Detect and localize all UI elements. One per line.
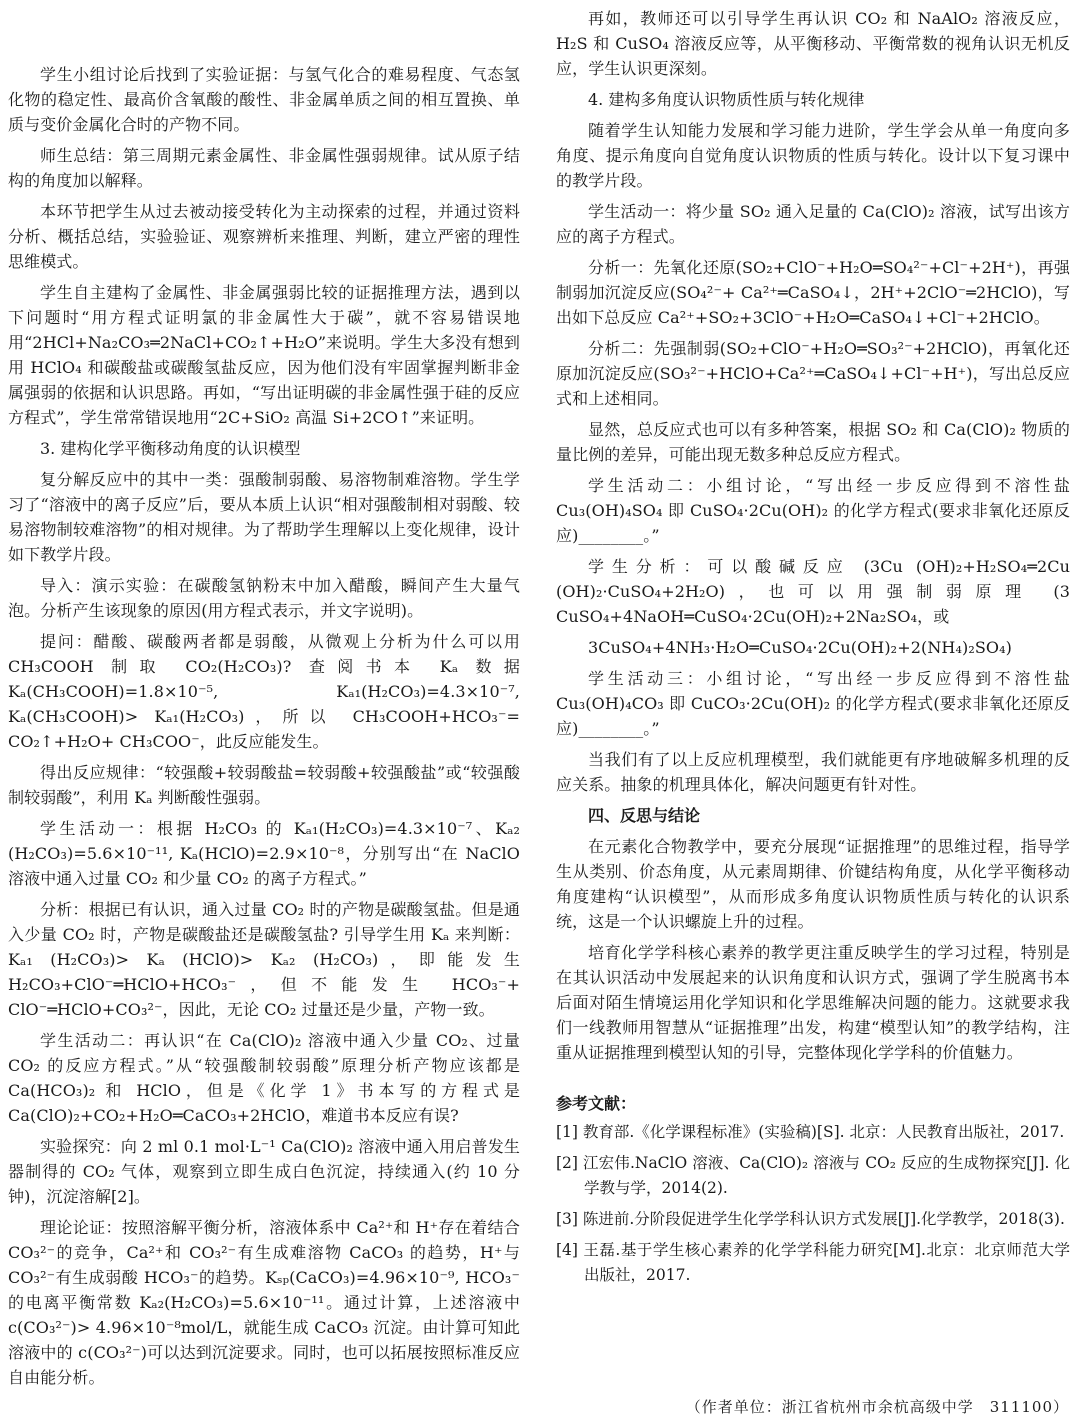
paragraph: 提问：醋酸、碳酸两者都是弱酸，从微观上分析为什么可以用 CH₃COOH 制取 CO₂(H₂CO₃)? 查阅书本 Kₐ 数据 Kₐ(CH₃COOH)=1.8×10⁻⁵, Kₐ₁(H₂CO₃)=4.3×10⁻⁷, Kₐ(CH₃COOH)> Kₐ₁(H₂CO₃)，所以 CH₃COOH+HCO₃⁻= CO₂↑+H₂O+ CH₃COO⁻，此反应能发生。 (8, 632, 520, 751)
paragraph: 学生分析：可以酸碱反应 (3Cu (OH)₂+H₂SO₄═2Cu (OH)₂·CuSO₄+2H₂O)，也可以用强制弱原理 (3 CuSO₄+4NaOH═CuSO₄·2Cu(OH)₂+2Na₂SO₄，或 (556, 557, 1070, 626)
paragraph: 导入：演示实验：在碳酸氢钠粉末中加入醋酸，瞬间产生大量气泡。分析产生该现象的原因(用方程式表示，并文字说明)。 (8, 576, 520, 620)
paragraph: 实验探究：向 2 ml 0.1 mol·L⁻¹ Ca(ClO)₂ 溶液中通入用启普发生器制得的 CO₂ 气体，观察到立即生成白色沉淀，持续通入(约 10 分钟)，沉淀溶解[2]。 (8, 1137, 520, 1206)
right-column (556, 6, 1070, 1294)
paragraph: 在元素化合物教学中，要充分展现“证据推理”的思维过程，指导学生从类别、价态角度，从元素周期律、价键结构角度，从化学平衡移动角度建构“认识模型”，从而形成多角度认识物质性质与转化的认识系统，这是一个认识螺旋上升的过程。 (556, 837, 1070, 931)
paragraph: 学生活动一：将少量 SO₂ 通入足量的 Ca(ClO)₂ 溶液，试写出该方应的离子方程式。 (556, 202, 1070, 246)
paragraph: 培育化学学科核心素养的教学更注重反映学生的学习过程，特别是在其认识活动中发展起来的认识角度和认识方式，强调了学生脱离书本后面对陌生情境运用化学知识和化学思维解决问题的能力。这就要求我们一线教师用智慧从“证据推理”出发，构建“模型认知”的教学结构，注重从证据推理到模型认知的引导，完整体现化学学科的价值魅力。 (556, 943, 1070, 1062)
paragraph: 显然，总反应式也可以有多种答案，根据 SO₂ 和 Ca(ClO)₂ 物质的量比例的差异，可能出现无数多种总反应方程式。 (556, 420, 1070, 464)
section-heading-3: 3. 建构化学平衡移动角度的认识模型 (40, 439, 301, 458)
paragraph: 学生自主建构了金属性、非金属强弱比较的证据推理方法，遇到以下问题时“用方程式证明氯的非金属性大于碳”，就不容易错误地用“2HCl+Na₂CO₃═2NaCl+CO₂↑+H₂O”来说明。学生大多没有想到用 HClO₄ 和碳酸盐或碳酸氢盐反应，因为他们没有牢固掌握判断非金属强弱的依据和认识思路。再如，“写出证明碳的非金属性强于硅的反应方程式”，学生常常错误地用“2C+SiO₂ 高温 Si+2CO↑”来证明。 (8, 283, 520, 427)
paragraph: 分析二：先强制弱(SO₂+ClO⁻+H₂O═SO₃²⁻+2HClO)，再氧化还原加沉淀反应(SO₃²⁻+HClO+Ca²⁺═CaSO₄↓+Cl⁻+H⁺)，写出总反应式和上述相同。 (556, 339, 1070, 408)
reference-item: [2] 江宏伟.NaClO 溶液、Ca(ClO)₂ 溶液与 CO₂ 反应的生成物探究[J]. 化学教与学，2014(2). (556, 1154, 1070, 1197)
section-title-conclusion: 四、反思与结论 (588, 806, 701, 825)
paragraph: 得出反应规律：“较强酸+较弱酸盐=较弱酸+较强酸盐”或“较强酸制较弱酸”，利用 Kₐ 判断酸性强弱。 (8, 763, 520, 807)
paragraph: 再如，教师还可以引导学生再认识 CO₂ 和 NaAlO₂ 溶液反应，H₂S 和 CuSO₄ 溶液反应等，从平衡移动、平衡常数的视角认识无机反应，学生认识更深刻。 (556, 9, 1070, 78)
paragraph: 师生总结：第三周期元素金属性、非金属性强弱规律。试从原子结构的角度加以解释。 (8, 146, 520, 190)
section-heading-4: 4. 建构多角度认识物质性质与转化规律 (588, 90, 865, 109)
paragraph: 理论论证：按照溶解平衡分析，溶液体系中 Ca²⁺和 H⁺存在着结合 CO₃²⁻的竞争，Ca²⁺和 CO₃²⁻有生成难溶物 CaCO₃ 的趋势，H⁺与 CO₃²⁻有生成弱酸 HCO₃⁻的趋势。Kₛₚ(CaCO₃)=4.96×10⁻⁹, HCO₃⁻的电离平衡常数 Kₐ₂(H₂CO₃)=5.6×10⁻¹¹。通过计算，上述溶液中 c(CO₃²⁻)> 4.96×10⁻⁸mol/L，就能生成 CaCO₃ 沉淀。由计算可知此溶液中的 c(CO₃²⁻)可以达到沉淀要求。同时，也可以拓展按照标准反应自由能分析。 (8, 1218, 520, 1387)
reference-item: [4] 王磊.基于学生核心素养的化学学科能力研究[M].北京：北京师范大学出版社，2017. (556, 1241, 1070, 1284)
paragraph: 当我们有了以上反应机理模型，我们就能更有序地破解多机理的反应关系。抽象的机理具体化，解决问题更有针对性。 (556, 750, 1070, 794)
paragraph: 学生活动二：小组讨论，“写出经一步反应得到不溶性盐 Cu₃(OH)₄SO₄ 即 CuSO₄·2Cu(OH)₂ 的化学方程式(要求非氧化还原反应)________。” (556, 476, 1070, 545)
paragraph: 学生小组讨论后找到了实验证据：与氢气化合的难易程度、气态氢化物的稳定性、最高价含氧酸的酸性、非金属单质之间的相互置换、单质与变价金属化合时的产物不同。 (8, 65, 520, 134)
paragraph: 随着学生认知能力发展和学习能力进阶，学生学会从单一角度向多角度、提示角度向自觉角度认识物质的性质与转化。设计以下复习课中的教学片段。 (556, 121, 1070, 190)
paragraph: 学生活动二：再认识“在 Ca(ClO)₂ 溶液中通入少量 CO₂、过量 CO₂ 的反应方程式。”从“较强酸制较弱酸”原理分析产物应该都是 Ca(HCO₃)₂ 和 HClO，但是《化学 1》书本写的方程式是 Ca(ClO)₂+CO₂+H₂O═CaCO₃+2HClO，难道书本反应有误? (8, 1031, 520, 1125)
reference-item: [1] 教育部.《化学课程标准》(实验稿)[S]. 北京：人民教育出版社，2017. (556, 1123, 1065, 1141)
paragraph: 分析一：先氧化还原(SO₂+ClO⁻+H₂O═SO₄²⁻+Cl⁻+2H⁺)，再强制弱加沉淀反应(SO₄²⁻+ Ca²⁺═CaSO₄↓，2H⁺+2ClO⁻═2HClO)，写出如下总反应 Ca²⁺+SO₂+3ClO⁻+H₂O═CaSO₄↓+Cl⁻+2HClO。 (556, 258, 1070, 327)
paragraph: 学生活动三：小组讨论，“写出经一步反应得到不溶性盐 Cu₃(OH)₄CO₃ 即 CuCO₃·2Cu(OH)₂ 的化学方程式(要求非氧化还原反应)________。” (556, 669, 1070, 738)
paragraph: 复分解反应中的其中一类：强酸制弱酸、易溶物制难溶物。学生学习了“溶液中的离子反应”后，要从本质上认识“相对强酸制相对弱酸、较易溶物制较难溶物”的相对规律。为了帮助学生理解以上变化规律，设计如下教学片段。 (8, 470, 520, 564)
paragraph: 学生活动一：根据 H₂CO₃ 的 Kₐ₁(H₂CO₃)=4.3×10⁻⁷、Kₐ₂ (H₂CO₃)=5.6×10⁻¹¹, Kₐ(HClO)=2.9×10⁻⁸，分别写出“在 NaClO 溶液中通入过量 CO₂ 和少量 CO₂ 的离子方程式。” (8, 819, 520, 888)
left-column (8, 62, 520, 1396)
author-affiliation: （作者单位：浙江省杭州市余杭高级中学 311100） (685, 1398, 1069, 1416)
equation-line: 3CuSO₄+4NH₃·H₂O═CuSO₄·2Cu(OH)₂+2(NH₄)₂SO₄) (588, 638, 1012, 657)
references-title: 参考文献： (556, 1094, 637, 1113)
paragraph: 本环节把学生从过去被动接受转化为主动探索的过程，并通过资料分析、概括总结，实验验证、观察辨析来推理、判断，建立严密的理性思维模式。 (8, 202, 520, 271)
paragraph: 分析：根据已有认识，通入过量 CO₂ 时的产物是碳酸氢盐。但是通入少量 CO₂ 时，产物是碳酸盐还是碳酸氢盐? 引导学生用 Kₐ 来判断：Kₐ₁ (H₂CO₃)> Kₐ (HClO)> Kₐ₂ (H₂CO₃)，即能发生 H₂CO₃+ClO⁻═HClO+HCO₃⁻，但不能发生 HCO₃⁻+ ClO⁻═HClO+CO₃²⁻，因此，无论 CO₂ 过量还是少量，产物一致。 (8, 900, 520, 1019)
reference-item: [3] 陈进前.分阶段促进学生化学学科认识方式发展[J].化学教学，2018(3). (556, 1210, 1065, 1228)
